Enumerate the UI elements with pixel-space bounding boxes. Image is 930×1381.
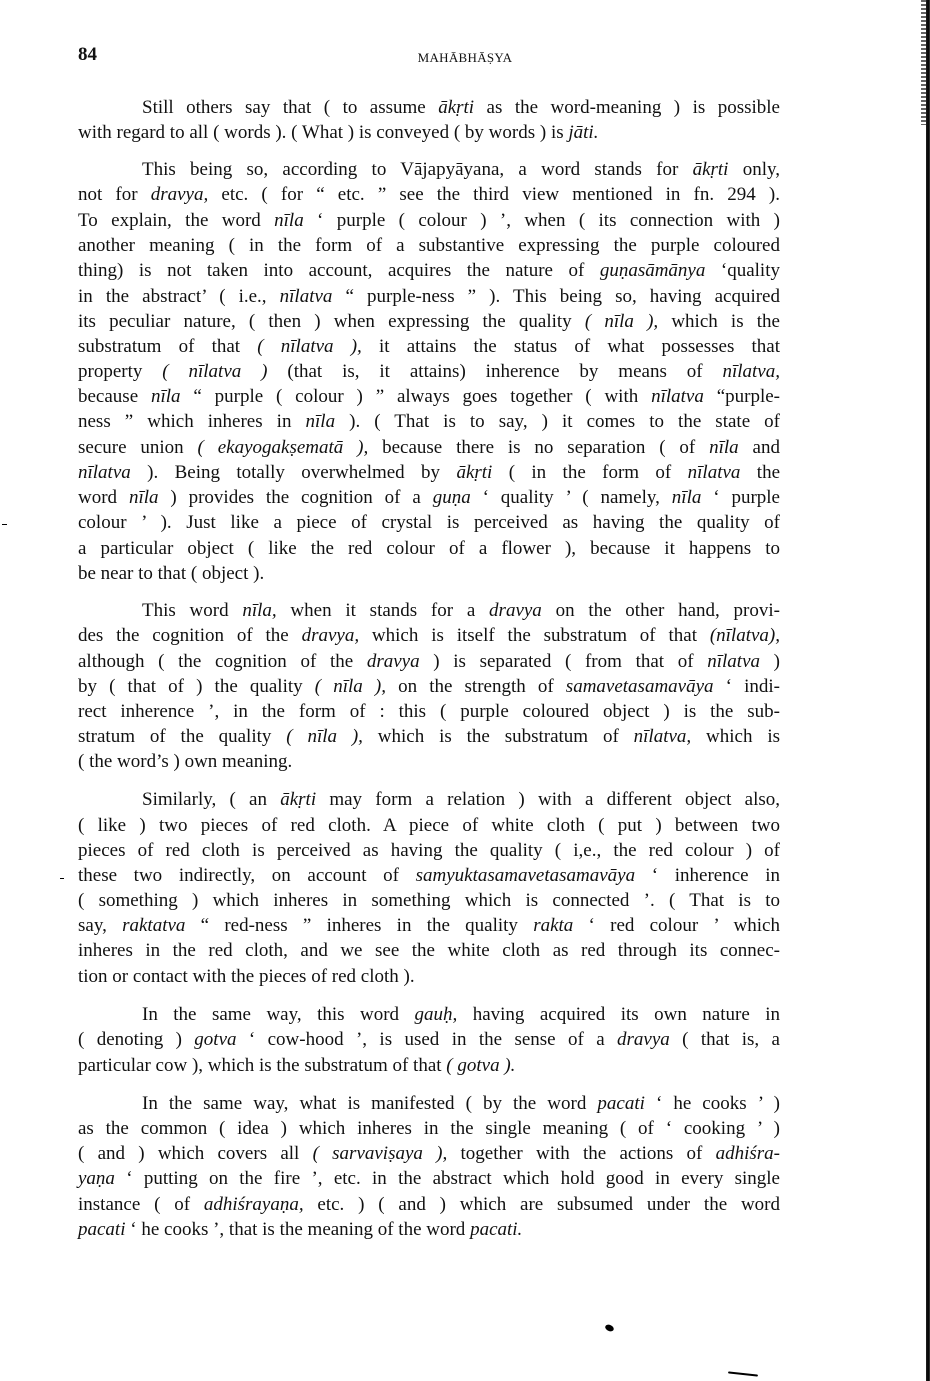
italic-term: ( ekayogakṣematā ), (197, 437, 369, 458)
text-run: because (78, 386, 151, 407)
text-line (78, 726, 780, 748)
italic-term: nīla (274, 210, 304, 231)
text-run: inheres in the red cloth, and we see the white cloth as red through its connec- (78, 940, 780, 961)
italic-term: nīla (128, 487, 159, 508)
italic-term: nīlatva (279, 286, 333, 307)
text-run: “ red-ness ” inheres in the quality (185, 915, 534, 936)
text-run: etc. ( for “ etc. ” see the third view mentioned in fn. 294 ). (208, 184, 780, 205)
scan-stroke-mark (728, 1371, 758, 1376)
text-line (78, 361, 780, 383)
text-run: ( the word’s ) own meaning. (78, 751, 293, 772)
text-run: having acquired its own nature in (457, 1004, 781, 1025)
text-run: etc. ) ( and ) which are subsumed under the word (303, 1194, 780, 1215)
text-line (78, 512, 780, 534)
text-line (78, 1168, 780, 1190)
text-run: ‘ he cooks ’, that is the meaning of the word (125, 1219, 471, 1240)
italic-term: ākṛti (456, 462, 493, 483)
text-run: which is the (658, 311, 780, 332)
text-run: In the same way, this word (142, 1004, 415, 1025)
text-line (142, 159, 780, 181)
text-run: ( that is, a (669, 1029, 780, 1050)
italic-term: (nīlatva), (709, 625, 780, 646)
text-run: This being so, according to Vājapyāyana, a word stands for (142, 159, 693, 180)
text-line (78, 890, 780, 912)
text-run: ( and ) which covers all (78, 1143, 313, 1164)
italic-term: ākṛti (692, 159, 729, 180)
text-run: which is itself the substratum of that (359, 625, 710, 646)
text-line (78, 840, 780, 862)
text-line (78, 940, 780, 962)
text-run: ). ( That is to say, ) it comes to the state of (335, 411, 781, 432)
text-line (78, 1029, 780, 1051)
italic-term: adhiśrayaṇa, (203, 1194, 304, 1215)
text-run: “ purple-ness ” ). This being so, having acquired (332, 286, 780, 307)
text-run: ( denoting ) (78, 1029, 195, 1050)
text-run: (that is, it attains) inherence by means of (267, 361, 723, 382)
italic-term: dravya, (150, 184, 209, 205)
text-run: in the abstract’ ( i.e., (78, 286, 280, 307)
text-run: on the strength of (385, 676, 566, 697)
text-run: pieces of red cloth is perceived as having the quality ( i,e., the red colour ) of (78, 840, 780, 861)
text-run: as the word-meaning ) is possible (474, 97, 780, 118)
text-run: secure union (78, 437, 198, 458)
text-run: substratum of that (78, 336, 258, 357)
text-run: because there is no separation ( of (368, 437, 710, 458)
italic-term: ( nīla ), (286, 726, 363, 747)
italic-term: rakta (533, 915, 574, 936)
text-run: ) provides the cognition of a (158, 487, 433, 508)
italic-term: samavetasamavāya (565, 676, 714, 697)
italic-term: gauḥ, (414, 1004, 458, 1025)
text-run: ‘ he cooks ’ ) (644, 1093, 780, 1114)
text-run: ( in the form of (492, 462, 688, 483)
text-run: the (740, 462, 781, 483)
italic-term: ( nīlatva ) (162, 361, 268, 382)
text-run: ‘ cow-hood ’, is used in the sense of a (236, 1029, 618, 1050)
text-line (78, 751, 780, 773)
text-run: ( like ) two pieces of red cloth. A piece of white cloth ( put ) between two (78, 815, 780, 836)
text-line (78, 966, 780, 988)
text-run: colour ’ ). Just like a piece of crystal is perceived as having the quality of (78, 512, 780, 533)
text-run: when it stands for a (276, 600, 490, 621)
text-run: property (78, 361, 163, 382)
text-run: “purple- (703, 386, 780, 407)
scan-edge-shadow (926, 0, 930, 1381)
text-run: rect inherence ’, in the form of : this ( purple coloured object ) is the sub- (78, 701, 780, 722)
italic-term: yaṇa (78, 1168, 115, 1189)
text-line (78, 815, 780, 837)
page-number: 84 (78, 44, 97, 65)
text-run: which is (691, 726, 780, 747)
text-line (78, 915, 780, 937)
italic-term: gotva (194, 1029, 237, 1050)
text-run: “ purple ( colour ) ” always goes together ( with (180, 386, 652, 407)
italic-term: nīlatva (651, 386, 704, 407)
text-run: tion or contact with the pieces of red cloth ). (78, 966, 415, 987)
text-run: not for (78, 184, 151, 205)
italic-term: dravya (617, 1029, 670, 1050)
italic-term: pacati. (470, 1219, 523, 1240)
text-line (78, 563, 780, 585)
text-line (78, 286, 780, 308)
text-run: ) is separated ( from that of (419, 651, 708, 672)
text-line (142, 1093, 780, 1115)
text-line (78, 865, 780, 887)
text-run: by ( that of ) the quality (78, 676, 315, 697)
italic-term: dravya (366, 651, 420, 672)
text-line (78, 651, 780, 673)
text-line (78, 1118, 780, 1140)
text-line (78, 625, 780, 647)
text-line (78, 487, 780, 509)
italic-term: nīlatva (687, 462, 741, 483)
text-run: another meaning ( in the form of a substantive expressing the purple coloured (78, 235, 780, 256)
text-run: with regard to all ( words ). ( What ) is conveyed ( by words ) is (78, 122, 569, 143)
text-line (78, 538, 780, 560)
italic-term: nīlatva (78, 462, 131, 483)
text-line (78, 462, 780, 484)
italic-term: dravya (489, 600, 542, 621)
italic-term: ākṛti (438, 97, 475, 118)
text-line (142, 600, 780, 622)
scan-blot-mark (604, 1323, 615, 1332)
margin-mark (2, 524, 7, 525)
italic-term: nīlatva (707, 651, 761, 672)
text-run: although ( the cognition of the (78, 651, 367, 672)
text-line (78, 676, 780, 698)
italic-term: nīla, (242, 600, 277, 621)
text-run: In the same way, what is manifested ( by the word (142, 1093, 598, 1114)
text-line (142, 1004, 780, 1026)
text-run: which is the substratum of (362, 726, 634, 747)
text-run: as the common ( idea ) which inheres in the single meaning ( of ‘ cooking ’ ) (78, 1118, 780, 1139)
text-line (142, 97, 780, 119)
text-run: word (78, 487, 129, 508)
italic-term: nīla (709, 437, 739, 458)
italic-term: nīla (671, 487, 702, 508)
text-run: instance ( of (78, 1194, 204, 1215)
italic-term: ākṛti (280, 789, 317, 810)
text-run: together with the actions of (447, 1143, 716, 1164)
text-run: thing) is not taken into account, acquires the nature of (78, 260, 600, 281)
italic-term: ( nīlatva ), (257, 336, 362, 357)
text-run: ‘ red colour ’ which (573, 915, 780, 936)
text-run: may form a relation ) with a different object also, (316, 789, 780, 810)
text-line (78, 1055, 780, 1077)
italic-term: adhiśra- (715, 1143, 780, 1164)
text-line (142, 789, 780, 811)
italic-term: dravya, (301, 625, 360, 646)
text-run: stratum of the quality (78, 726, 287, 747)
text-run: ‘ inherence in (635, 865, 780, 886)
text-line (78, 386, 780, 408)
text-run: ness ” which inheres in (78, 411, 306, 432)
text-run: ‘ quality ’ ( namely, (470, 487, 672, 508)
text-line (78, 1143, 780, 1165)
text-run: ‘quality (705, 260, 780, 281)
text-line (78, 184, 780, 206)
text-run: To explain, the word (78, 210, 275, 231)
text-run: ) (760, 651, 781, 672)
text-run: these two indirectly, on account of (78, 865, 416, 886)
text-run: ‘ indi- (713, 676, 780, 697)
italic-term: nīlatva, (633, 726, 692, 747)
text-run: ). Being totally overwhelmed by (130, 462, 457, 483)
text-line (78, 1194, 780, 1216)
text-line (78, 411, 780, 433)
italic-term: raktatva (122, 915, 186, 936)
italic-term: ( sarvaviṣaya ), (312, 1143, 448, 1164)
text-run: be near to that ( object ). (78, 563, 265, 584)
text-run: and (738, 437, 780, 458)
text-line (78, 260, 780, 282)
text-run: a particular object ( like the red colour of a flower ), because it happens to (78, 538, 780, 559)
text-run: Still others say that ( to assume (142, 97, 439, 118)
italic-term: ( gotva ). (446, 1055, 516, 1076)
text-line (78, 311, 780, 333)
italic-term: nīla (150, 386, 181, 407)
italic-term: ( nīla ), (314, 676, 386, 697)
running-head: MAHĀBHĀṢYA (417, 50, 513, 65)
margin-mark (60, 878, 64, 879)
italic-term: pacati (78, 1219, 126, 1240)
text-line (78, 437, 780, 459)
italic-term: pacati (597, 1093, 645, 1114)
italic-term: guṇasāmānya (599, 260, 706, 281)
text-run: only, (728, 159, 781, 180)
text-line (78, 701, 780, 723)
text-run: des the cognition of the (78, 625, 302, 646)
italic-term: jāti. (568, 122, 599, 143)
text-run: its peculiar nature, ( then ) when expressing the quality (78, 311, 585, 332)
text-line (78, 1219, 780, 1241)
text-line (78, 235, 780, 257)
italic-term: nīla (305, 411, 336, 432)
text-run: Similarly, ( an (142, 789, 281, 810)
italic-term: nīlatva, (722, 361, 780, 382)
text-run: ( something ) which inheres in something which is connected ’. ( That is to (78, 890, 780, 911)
text-run: ‘ purple (701, 487, 780, 508)
text-run: say, (78, 915, 123, 936)
italic-term: ( nīla ), (584, 311, 659, 332)
text-run: ‘ putting on the fire ’, etc. in the abstract which hold good in every single (114, 1168, 780, 1189)
text-line (78, 122, 780, 144)
text-line (78, 336, 780, 358)
text-run: particular cow ), which is the substratum of that (78, 1055, 447, 1076)
text-line (78, 210, 780, 232)
text-run: it attains the status of what possesses that (361, 336, 781, 357)
text-run: This word (142, 600, 243, 621)
italic-term: guṇa (432, 487, 471, 508)
scan-edge-speckle (921, 0, 926, 125)
text-run: ‘ purple ( colour ) ’, when ( its connection with ) (303, 210, 780, 231)
italic-term: samyuktasamavetasamavāya (415, 865, 636, 886)
text-run: on the other hand, provi- (541, 600, 780, 621)
